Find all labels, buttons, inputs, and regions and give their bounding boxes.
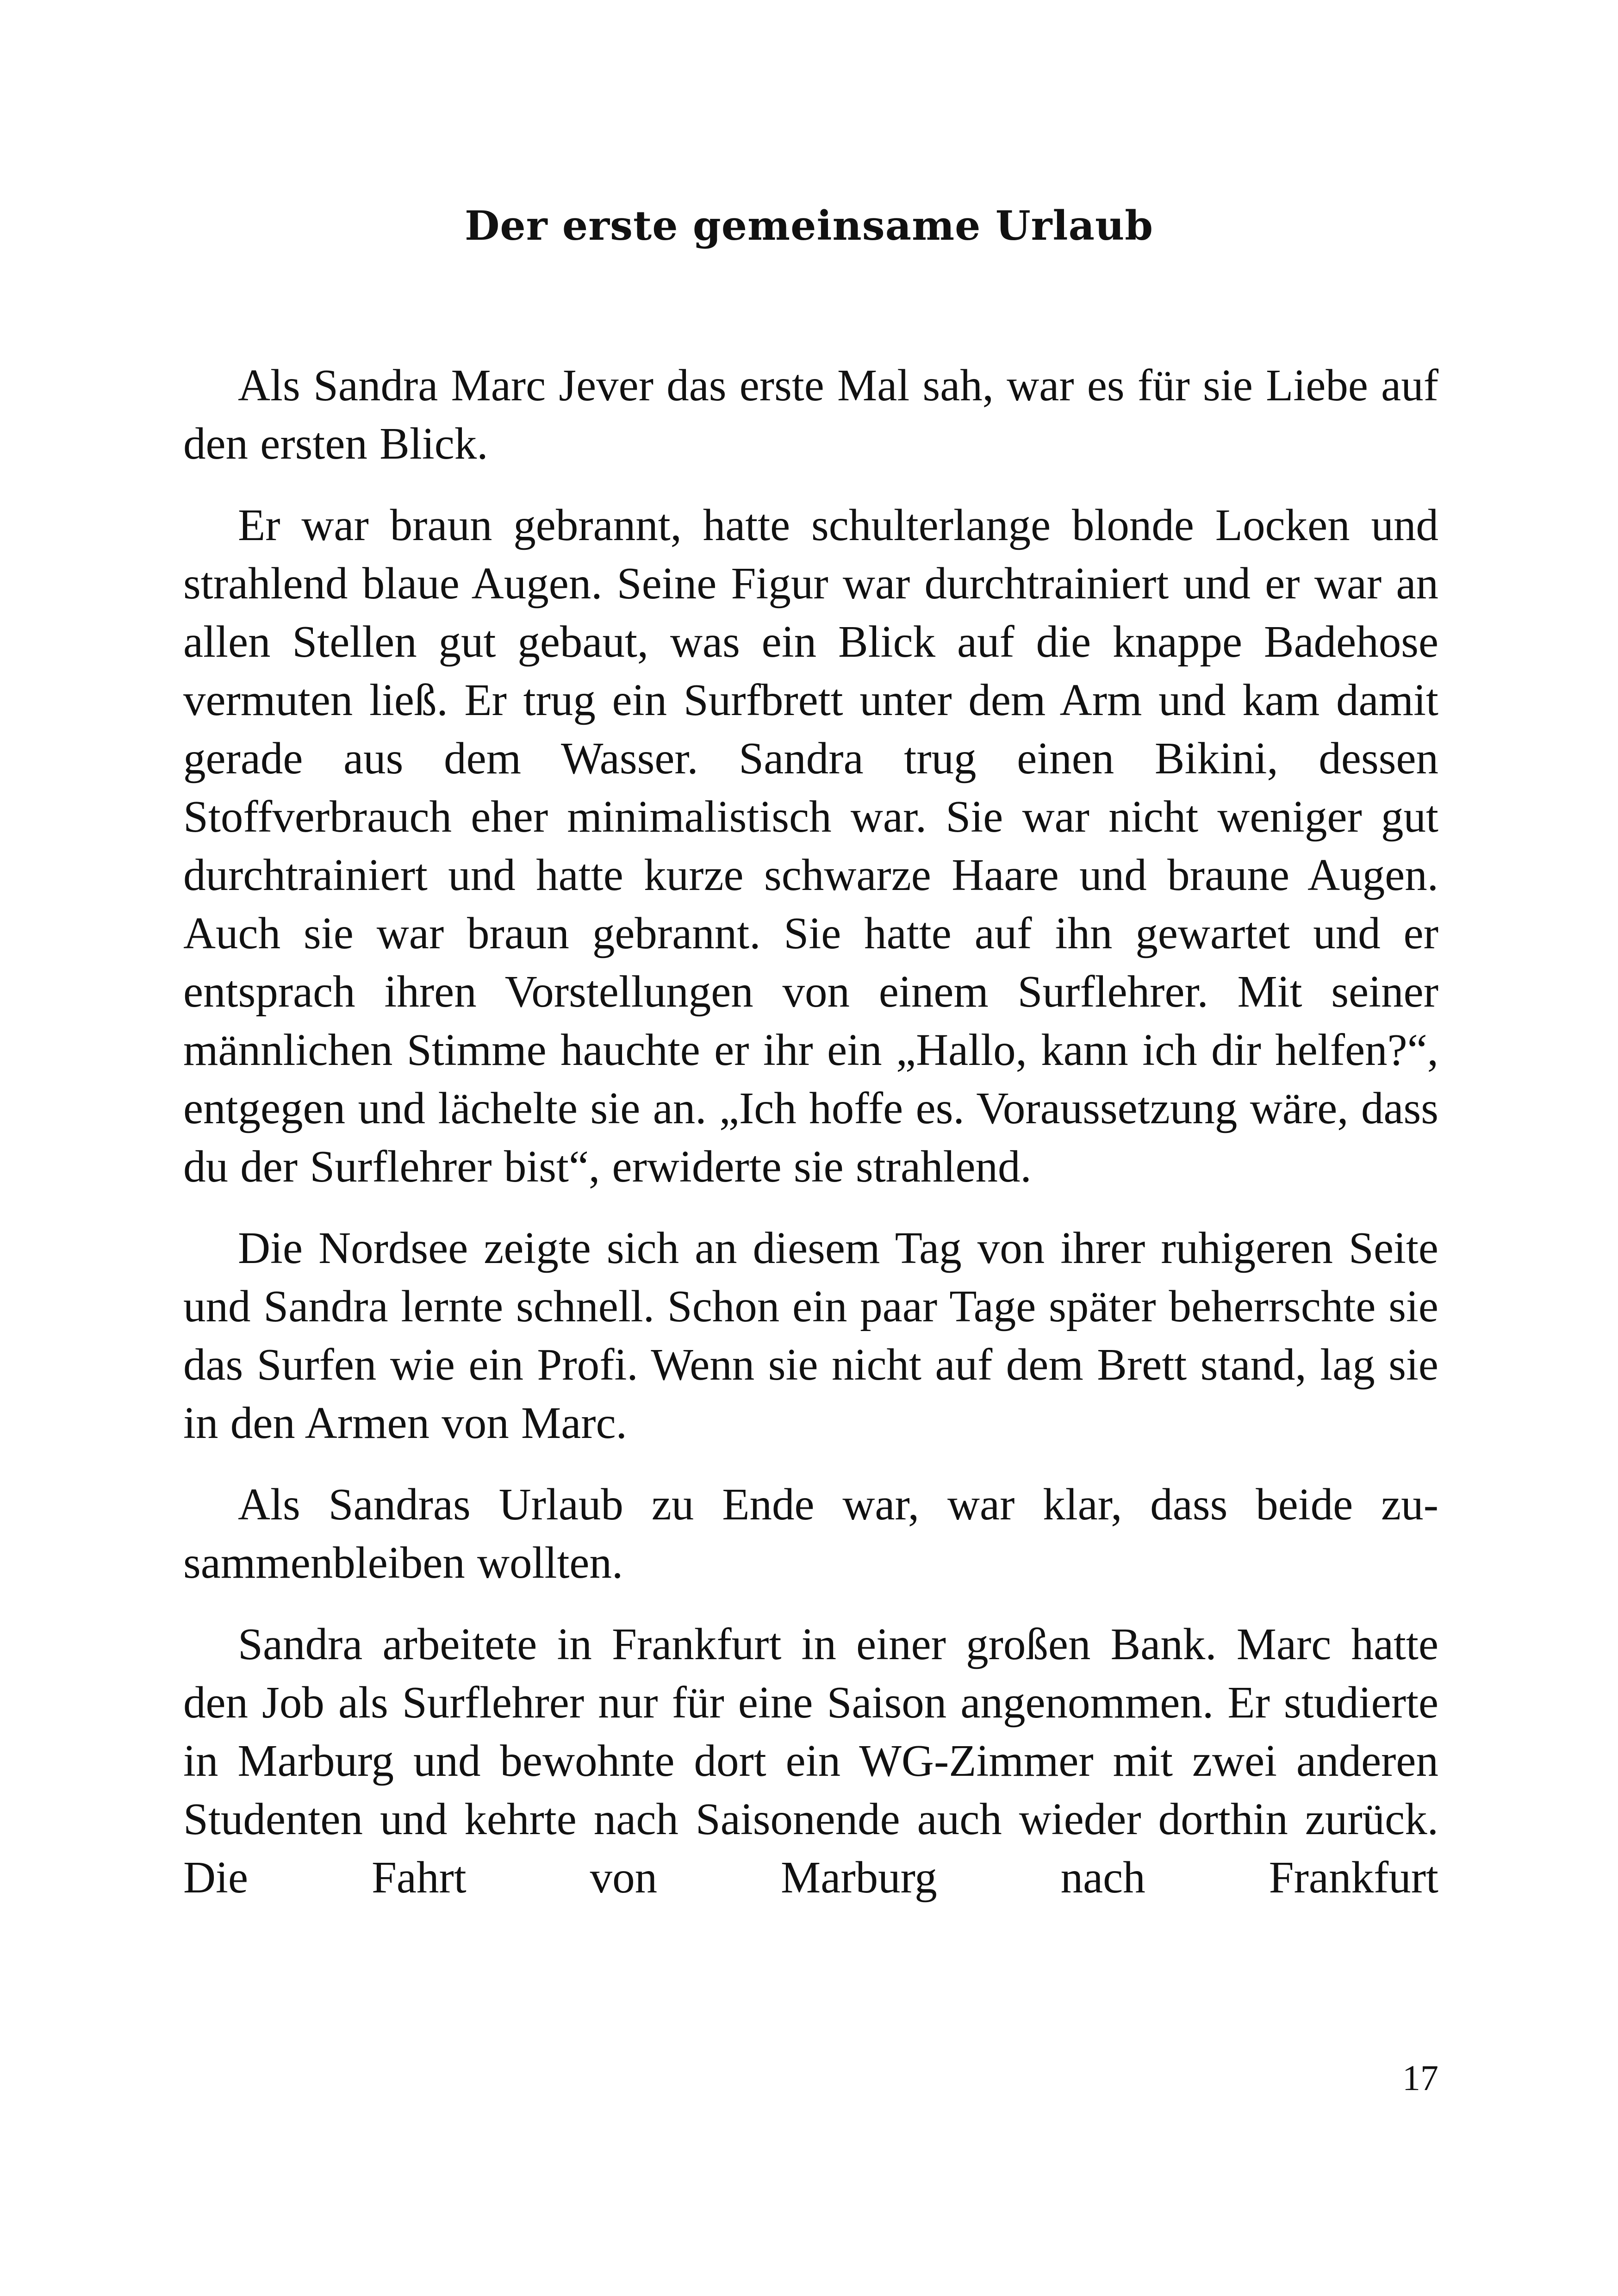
paragraph-5: Sandra arbeitete in Frankfurt in einer großen Bank. Marc hatte den Job als Surflehrer nur für eine Saison angenommen. Er studierte in Marburg und bewohnte dort ein WG-Zimmer mit zwei anderen Studenten und kehrte nach Saisonende auch wieder dorthin zurück. Die Fahrt von Marburg nach Frankfurt xyxy=(183,1619,1438,1902)
paragraph-3: Die Nordsee zeigte sich an diesem Tag von ihrer ruhigeren Seite und Sandra lernte schnell. Schon ein paar Tage später beherrschte sie das Surfen wie ein Profi. Wenn sie nicht auf dem Brett stand, lag sie in den Armen von Marc. xyxy=(183,1223,1438,1448)
paragraph-1: Als Sandra Marc Jever das erste Mal sah, war es für sie Liebe auf den ersten Blick. xyxy=(183,361,1438,468)
chapter-title: Der erste gemeinsame Urlaub xyxy=(464,202,1154,249)
paragraph-2: Er war braun gebrannt, hatte schulterlange blonde Locken und strahlend blaue Augen. Seine Figur war durchtrainiert und er war an allen Stellen gut gebaut, was ein Blick auf die knappe Badehose vermuten ließ. Er trug ein Surfbrett unter dem Arm und kam damit gerade aus dem Wasser. Sandra trug einen Bikini, dessen Stoffverbrauch eher minimalistisch war. Sie war nicht weniger gut durchtrainiert und hatte kurze schwarze Haare und braune Augen. Auch sie war braun gebrannt. Sie hatte auf ihn gewartet und er entsprach ihren Vorstellungen von einem Surflehrer. Mit seiner männlichen Stimme hauchte er ihr ein „Hallo, kann ich dir helfen?“, entgegen und lächelte sie an. „Ich hoffe es. Voraussetzung wäre, dass du der Surflehrer bist“, erwiderte sie strahlend. xyxy=(183,500,1438,1191)
page-number: 17 xyxy=(1402,2058,1438,2098)
body-text xyxy=(183,356,1438,1907)
paragraph-4: Als Sandras Urlaub zu Ende war, war klar, dass beide zusammenbleiben wollten. xyxy=(183,1480,1438,1587)
